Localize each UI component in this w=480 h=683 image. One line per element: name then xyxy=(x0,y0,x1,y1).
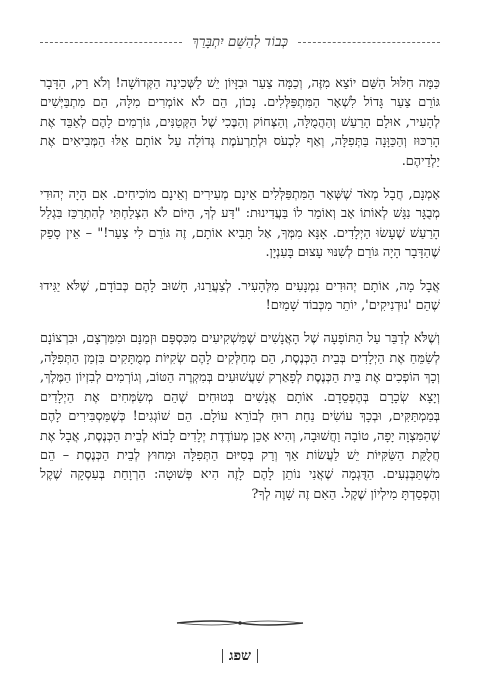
paragraph-3: אֲבָל מָה, אוֹתָם יְהוּדִים נִמְנָעִים מִלְּהָעִיר. לְצַעֲרֵנוּ, חָשׁוּב לָהֶם כְּבוֹדָם, שֶׁלֹּא יַגִּידוּ שֶׁהֵם 'נוּדְנִיקִים', יוֹתֵר מִכְּבוֹד שָׁמַיִם! xyxy=(40,278,440,314)
paragraph-2: אָמְנָם, חֲבָל מְאֹד שֶׁשְּׁאָר הַמִּתְפַּלְּלִים אֵינָם מְעִירִים וְאֵינָם מוֹכִיחִים. אִם הָיָה יְהוּדִי מְבֻגָּר נִגָּשׁ לְאוֹתוֹ אָב וְאוֹמֵר לוֹ בַּעֲדִינוּת: "דַּע לְךָ, הַיּוֹם לֹא הִצְלַחְתִּי לְהִתְרַכֵּז בִּגְלַל הָרַעַשׁ שֶׁעָשׂוּ הַיְלָדִים. אָנָּא מִמְּךָ, אַל תָּבִיא אוֹתָם, זֶה גּוֹרֵם לִי צַעַר!" – אֵין סָפֵק שֶׁהַדָּבָר הָיָה גּוֹרֵם לְשִׁנּוּי עָצוּם בָּעִנְיָן. xyxy=(40,187,440,261)
page-number xyxy=(0,648,480,665)
ornament-divider-icon xyxy=(175,617,305,629)
running-header xyxy=(40,28,440,56)
header-title: כְּבוֹד לְהַשֵּׁם יִתְבָּרַךְ xyxy=(192,34,288,50)
paragraph-1: כַּמָּה חִלּוּל הַשֵּׁם יוֹצֵא מִזֶּה, וְכַמָּה צַעַר וּבִזָּיוֹן יֵשׁ לַשְּׁכִינָה הַקְּדוֹשָׁה! וְלֹא רַק, הַדָּבָר גּוֹרֵם צַעַר גָּדוֹל לִשְׁאָר הַמִּתְפַּלְּלִים. נָכוֹן, הֵם לֹא אוֹמְרִים מִלָּה, הֵם מִתְבַּיְּשִׁים לְהָעִיר, אוּלָם הָרַעַשׁ וְהַהֲמֻלָּה, וְהַצְּחוֹק וְהַבֶּכִי שֶׁל הַקְּטַנִּים, גּוֹרְמִים לָהֶם לְאַבֵּד אֶת הָרִכּוּז וְהַכַּוָּנָה בַּתְּפִלָּה, וְאַף לִכְעֹס וּלְתַרְעֹמֶת גְּדוֹלָה עַל אוֹתָם אֵלּוּ הַמְּבִיאִים אֶת יַלְדֵיהֶם. xyxy=(40,76,440,169)
header-rule-right xyxy=(298,42,440,43)
header-rule-left xyxy=(40,42,182,43)
page-number-bar-left xyxy=(222,649,223,663)
page-number-text: שפג xyxy=(228,648,252,664)
paragraph-4: וְשֶׁלֹּא לְדַבֵּר עַל הַתּוֹפָעָה שֶׁל הָאֲנָשִׁים שֶׁמַּשְׁקִיעִים מִכִּסְפָּם וּזְמַנָּם וּמִמַּרְצָם, וּבִרְצוֹנָם לְשַׂמֵּחַ אֶת הַיְלָדִים בְּבֵית הַכְּנֶסֶת, הֵם מְחַלְּקִים לָהֶם שְׂקִיּוֹת מְמֻתָּקִים בִּזְמַן הַתְּפִלָּה, וְכָךְ הוֹפְכִים אֶת בֵּית הַכְּנֶסֶת לְפָאַרְק שַׁעֲשׁוּעִים בְּמִקְרֶה הַטּוֹב, וְגוֹרְמִים לְבִזְיוֹן הַמֶּלֶךְ, וְיָצָא שְׂכָרָם בְּהֶפְסֵדָם. אוֹתָם אֲנָשִׁים בְּטוּחִים שֶׁהֵם מְשַׂמְּחִים אֶת הַיְלָדִים בְּמַמְתַּקִּים, וּבְכָךְ עוֹשִׂים נַחַת רוּחַ לְבוֹרֵא עוֹלָם. הֵם שׁוֹגְגִים! כְּשֶׁמַּסְבִּירִים לָהֶם שֶׁהַמִּצְוָה יָפָה, טוֹבָה וַחֲשׁוּבָה, וְהִיא אָכֵן מְעוֹדֶדֶת יְלָדִים לָבוֹא לְבֵית הַכְּנֶסֶת, אֲבָל אֶת חֲלֻקַּת הַשַּׂקִּיּוֹת יֵשׁ לַעֲשׂוֹת אַךְ וְרַק בְּסִיּוּם הַתְּפִלָּה וּמִחוּץ לְבֵית הַכְּנֶסֶת – הֵם מִשְׁתַּבְּנְעִים. הַדֻּגְמָה שֶׁאֲנִי נוֹתֵן לָהֶם לָזֶה הִיא פְּשׁוּטָה: הַרְוָחַת בְּעִסְקָה שֶׁקֶל וְהֶפְסֵדְתָּ מִילְיוֹן שֶׁקֶל. הַאִם זֶה שָׁוֶה לְךָ? xyxy=(40,331,440,502)
page-number-bar-right xyxy=(257,649,258,663)
